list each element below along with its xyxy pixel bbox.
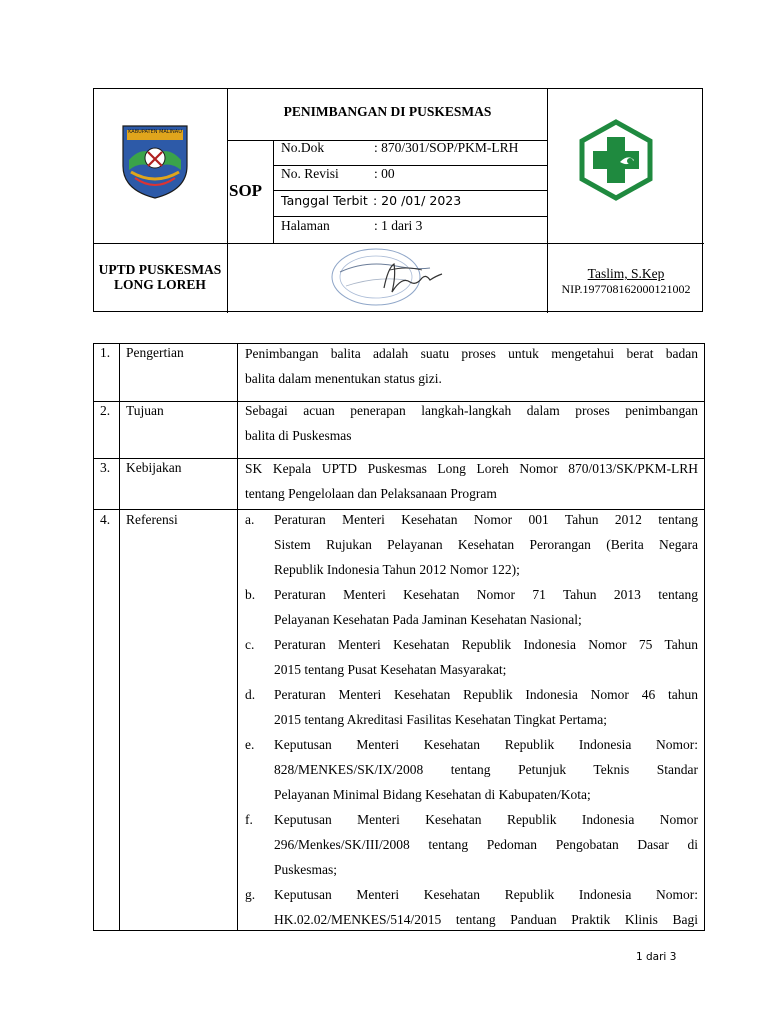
sop-label: SOP	[229, 181, 263, 200]
list-marker: c.	[245, 637, 255, 652]
item-line: HK.02.02/MENKES/514/2015 tentang Panduan Praktik Klinis Bagi	[274, 912, 698, 927]
item-line: Puskesmas;	[274, 862, 338, 877]
content-line: tentang Pengelolaan dan Pelaksanaan Program	[245, 486, 497, 501]
row-number: 4.	[100, 512, 111, 527]
content-line: Penimbangan balita adalah suatu proses untuk mengetahui berat badan	[245, 346, 698, 361]
item-line: Peraturan Menteri Kesehatan Republik Indonesia Nomor 75 Tahun	[274, 637, 698, 652]
list-marker: g.	[245, 887, 256, 902]
divider	[227, 89, 228, 313]
list-marker: f.	[245, 812, 253, 827]
divider	[273, 140, 274, 243]
halaman-label: Halaman	[281, 218, 330, 233]
divider	[547, 89, 548, 313]
content-line: Sebagai acuan penerapan langkah-langkah dalam proses penimbangan	[245, 403, 698, 418]
item-line: Pelayanan Minimal Bidang Kesehatan di Kabupaten/Kota;	[274, 787, 591, 802]
list-item	[245, 632, 698, 682]
item-line: Pelayanan Kesehatan Pada Jaminan Kesehatan Nasional;	[274, 612, 582, 627]
list-marker: e.	[245, 737, 255, 752]
item-line: 296/Menkes/SK/III/2008 tentang Pedoman Pengobatan Dasar di	[274, 837, 698, 852]
divider	[237, 344, 238, 931]
row-label: Kebijakan	[126, 460, 182, 475]
item-line: 2015 tentang Akreditasi Fasilitas Kesehatan Tingkat Pertama;	[274, 712, 607, 727]
logo-banner-text: KABUPATEN MALINAU	[128, 129, 182, 135]
list-marker: b.	[245, 587, 256, 602]
item-line: 828/MENKES/SK/IX/2008 tentang Petunjuk Teknis Standar	[274, 762, 698, 777]
signer-nip: NIP.197708162000121002	[561, 282, 691, 296]
organization-name	[93, 262, 227, 292]
item-line: Keputusan Menteri Kesehatan Republik Indonesia Nomor:	[274, 887, 698, 902]
signer-name: Taslim, S.Kep	[587, 266, 665, 281]
row-content	[245, 398, 698, 448]
tanggal-terbit-value: : 20 /01/ 2023	[373, 193, 462, 208]
divider	[273, 216, 548, 217]
row-label: Pengertian	[126, 345, 184, 360]
content-line: balita di Puskesmas	[245, 428, 352, 443]
list-item	[245, 682, 698, 732]
list-item	[245, 732, 698, 807]
content-line: balita dalam menentukan status gizi.	[245, 371, 442, 386]
no-revisi-value: : 00	[374, 166, 395, 181]
reference-list	[245, 507, 698, 931]
puskesmas-logo	[578, 119, 654, 201]
sop-content-table	[93, 343, 705, 931]
item-line: 2015 tentang Pusat Kesehatan Masyarakat;	[274, 662, 507, 677]
page-number: 1 dari 3	[636, 951, 677, 963]
item-line: Keputusan Menteri Kesehatan Republik Indonesia Nomor	[274, 812, 698, 827]
list-item	[245, 582, 698, 632]
row-content	[245, 456, 698, 506]
no-dok-value: : 870/301/SOP/PKM-LRH	[374, 140, 519, 155]
row-number: 1.	[100, 345, 111, 360]
item-line: Sistem Rujukan Pelayanan Kesehatan Perorangan (Berita Negara	[274, 537, 698, 552]
row-number: 2.	[100, 403, 111, 418]
item-line: Peraturan Menteri Kesehatan Nomor 71 Tahun 2013 tentang	[274, 587, 698, 602]
list-item	[245, 882, 698, 931]
regency-logo	[117, 120, 193, 200]
divider	[119, 344, 120, 931]
halaman-value: : 1 dari 3	[374, 218, 423, 233]
signature-stamp	[326, 246, 450, 308]
item-line: Peraturan Menteri Kesehatan Nomor 001 Tahun 2012 tentang	[274, 512, 698, 527]
divider	[94, 243, 704, 244]
organization-line-2: LONG LOREH	[114, 277, 206, 292]
tanggal-terbit-label: Tanggal Terbit	[281, 193, 368, 208]
content-line: SK Kepala UPTD Puskesmas Long Loreh Nomor 870/013/SK/PKM-LRH	[245, 461, 698, 476]
document-title: PENIMBANGAN DI PUSKESMAS	[283, 104, 492, 119]
row-label: Referensi	[126, 512, 178, 527]
item-line: Keputusan Menteri Kesehatan Republik Indonesia Nomor:	[274, 737, 698, 752]
row-number: 3.	[100, 460, 111, 475]
item-line: Peraturan Menteri Kesehatan Republik Indonesia Nomor 46 tahun	[274, 687, 698, 702]
row-content	[245, 343, 698, 391]
row-label: Tujuan	[126, 403, 164, 418]
no-dok-label: No.Dok	[281, 140, 325, 155]
divider	[273, 190, 548, 191]
no-revisi-label: No. Revisi	[281, 166, 339, 181]
list-item	[245, 807, 698, 882]
list-marker: d.	[245, 687, 256, 702]
list-item	[245, 507, 698, 582]
list-marker: a.	[245, 512, 255, 527]
item-line: Republik Indonesia Tahun 2012 Nomor 122);	[274, 562, 520, 577]
organization-line-1: UPTD PUSKESMAS	[98, 262, 222, 277]
